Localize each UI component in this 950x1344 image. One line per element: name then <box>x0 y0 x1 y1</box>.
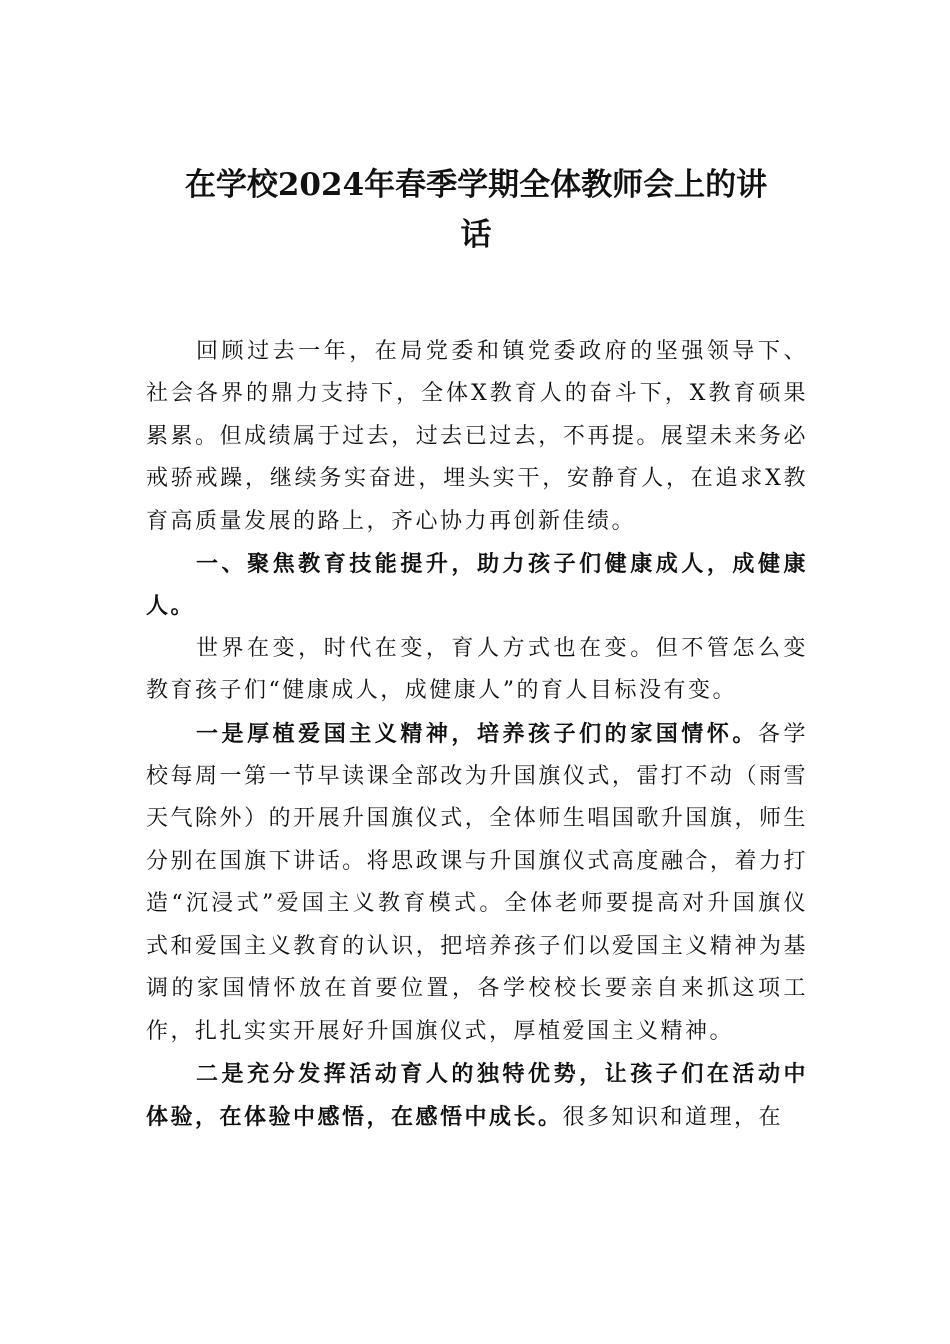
intro-paragraph-text: 回顾过去一年，在局党委和镇党委政府的坚强领导下、社会各界的鼎力支持下，全体X教育人的奋斗下，X教育硕果累累。但成绩属于过去，过去已过去，不再提。展望未来务必戒骄戒躁，继续务实奋进，埋头实干，安静育人，在追求X教育高质量发展的路上，齐心协力再创新佳绩。 <box>146 339 808 534</box>
point-1-paragraph <box>146 713 808 1053</box>
point-2-text: 很多知识和道理，在 <box>562 1105 784 1131</box>
point-2-paragraph <box>146 1053 808 1140</box>
intro-paragraph <box>146 331 808 543</box>
section-1-paragraph <box>146 628 808 713</box>
point-2-lead: 二是充分发挥活动育人的独特优势，让孩子们在活动中体验，在体验中感悟，在感悟中成长。 <box>146 1060 808 1131</box>
section-heading-1-text: 一、聚焦教育技能提升，助力孩子们健康成人，成健康人。 <box>146 551 808 620</box>
point-1-text: 各学校每周一第一节早读课全部改为升国旗仪式，雷打不动（雨雪天气除外）的开展升国旗仪式，全体师生唱国歌升国旗，师生分别在国旗下讲话。将思政课与升国旗仪式高度融合，着力打造“沉浸式”爱国主义教育模式。全体老师要提高对升国旗仪式和爱国主义教育的认识，把培养孩子们以爱国主义精神为基调的家国情怀放在首要位置，各学校校长要亲自来抓这项工作，扎扎实实开展好升国旗仪式，厚植爱国主义精神。 <box>146 721 808 1044</box>
section-1-paragraph-text: 世界在变，时代在变，育人方式也在变。但不管怎么变教育孩子们“健康成人，成健康人”的育人目标没有变。 <box>146 635 808 704</box>
title-line-1: 在学校2024年春季学期全体教师会上的讲 <box>184 167 768 203</box>
title-line-2: 话 <box>460 217 492 253</box>
document-body <box>146 331 808 1140</box>
document-title <box>146 160 806 260</box>
section-heading-1 <box>146 543 808 628</box>
point-1-lead: 一是厚植爱国主义精神，培养孩子们的家国情怀。 <box>196 720 758 747</box>
